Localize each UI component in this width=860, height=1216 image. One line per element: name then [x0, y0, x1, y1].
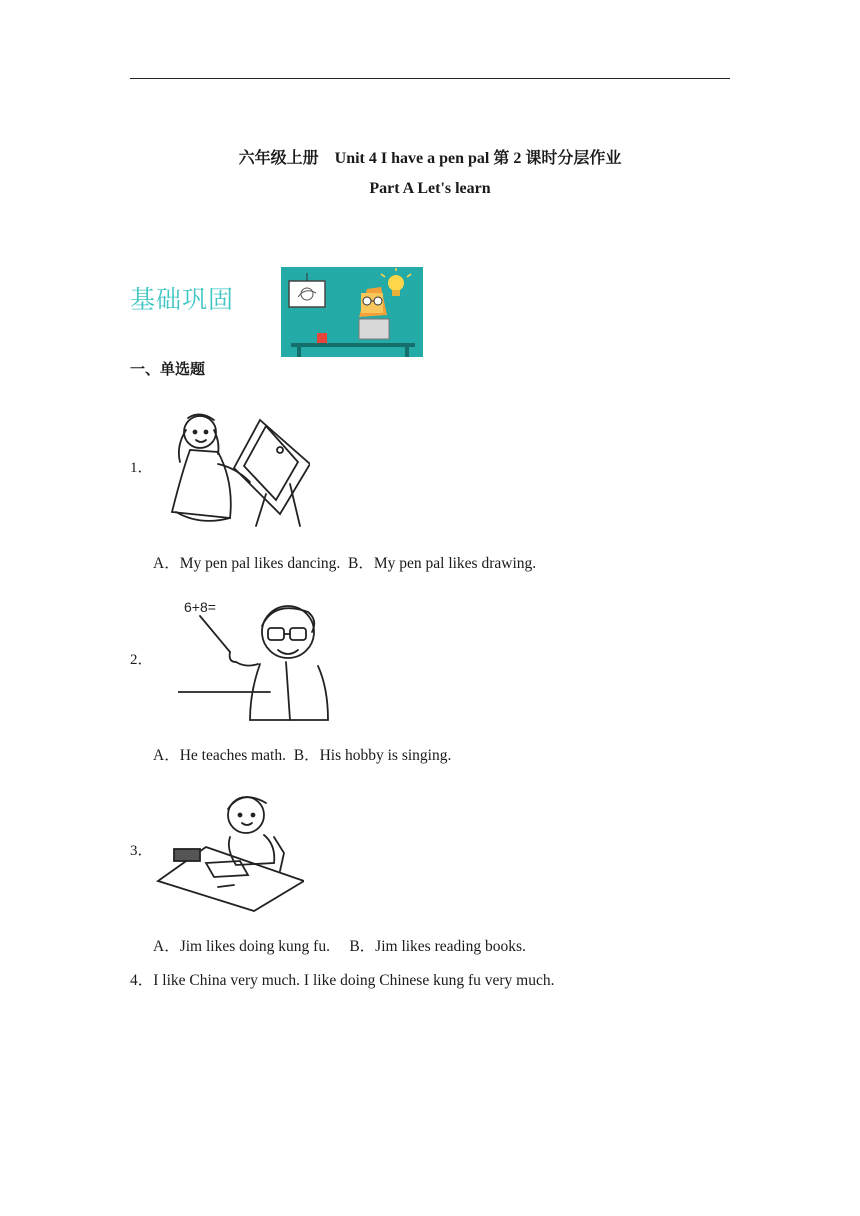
section-label: 基础巩固 [130, 285, 235, 314]
question-1-number: 1． [130, 460, 153, 476]
header-rule [130, 78, 730, 79]
part-heading: 一、单选题 [130, 360, 206, 378]
board-equation: 6+8= [184, 599, 216, 615]
question-3-number: 3． [130, 843, 153, 859]
teacher-banner-illustration [281, 267, 423, 357]
page-subtitle: Part A Let's learn [369, 180, 491, 197]
question-3-options: A．Jim likes doing kung fu. B．Jim likes reading books. [153, 938, 526, 955]
girl-drawing-illustration [160, 402, 310, 528]
question-1-options: A．My pen pal likes dancing. B．My pen pal likes drawing. [153, 555, 537, 572]
boy-reading-illustration [154, 789, 304, 913]
question-2-options: A．He teaches math. B．His hobby is singing. [153, 747, 452, 764]
question-4-number: 4． [130, 972, 154, 989]
question-4-text: I like China very much. I like doing Chinese kung fu very much. [153, 972, 555, 989]
question-4 [130, 968, 554, 990]
page-title: 六年级上册 Unit 4 I have a pen pal 第 2 课时分层作业 [238, 150, 622, 167]
question-2-number: 2． [130, 652, 153, 668]
teacher-math-illustration [178, 592, 330, 722]
